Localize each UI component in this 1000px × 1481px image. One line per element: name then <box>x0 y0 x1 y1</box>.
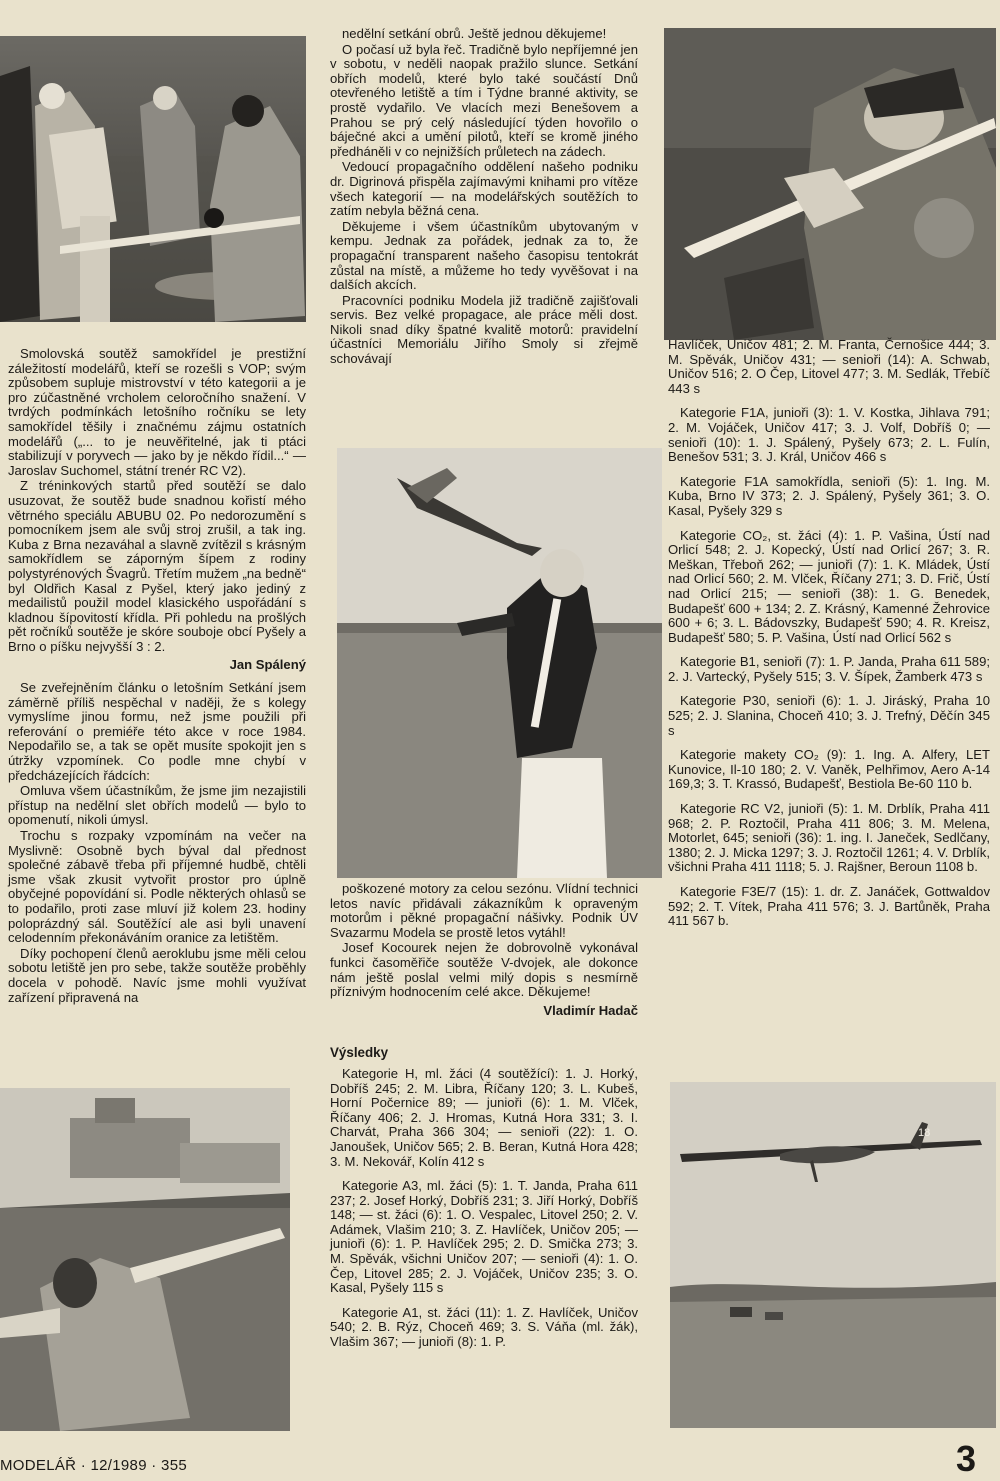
photo-hand-launched-glider <box>337 448 662 878</box>
author-signature: Vladimír Hadač <box>543 1002 638 1018</box>
footer-magazine-issue: MODELÁŘ · 12/1989 · 355 <box>0 1457 187 1474</box>
column-1-article <box>8 347 306 1006</box>
photo-glider-number: 18 <box>918 1127 931 1139</box>
result-entry: Kategorie makety CO₂ (9): 1. Ing. A. Alfery, LET Kunovice, Il-10 180; 2. V. Vaněk, Pelhřimov, Aero A-14 169,3; 3. T. Krassó, Budapešť, Bestiola Be-60 110 b. <box>668 747 990 792</box>
result-entry: Kategorie A3, ml. žáci (5): 1. T. Janda, Praha 611 237; 2. Josef Horký, Dobříš 231; 3. Jiří Horký, Dobříš 148; — st. žáci (6): 1. O. Vespalec, Litovel 250; 2. V. Adámek, Vlašim 210; 3. Z. Havlíček, Uničov 205; — junioři (6): 1. P. Havlíček 295; 2. D. Smička 273; 3. M. Spěvák, všichni Uničov 207; — senioři (4): 1. O. Čep, Litovel 285; 2. J. Vojáček, Uničov 235; 3. O. Kasal, Pyšely 115 s <box>330 1178 638 1296</box>
column-2-article-top <box>330 27 638 368</box>
column-3-results <box>668 338 990 939</box>
photo-modelers-with-gliders <box>0 36 306 322</box>
col2-paragraph: O počasí už byla řeč. Tradičně bylo nepříjemné jen v sobotu, v neděli naopak pražilo slunce. Setkání obřích modelů, které bylo také součástí Dnů otevřeného letiště a tím i Týdne branné aktivity, se prostě vydařilo. Ve vlacích mezi Benešovem a Prahou se prý celý následující týden hovořilo o báječné akci a umění pilotů, kteří se kromě jiného předháněli v co nejnižších průletech na zádech. <box>330 41 638 159</box>
column-2-article-bottom <box>330 882 638 1360</box>
author-signature: Jan Spálený <box>229 657 306 673</box>
col1-paragraph: Smolovská soutěž samokřídel je prestižní záležitostí modelářů, kteří se rozešli s VOP; svým způsobem supluje mistrovství v této kategorii a je pro zúčastněné vrcholem celoročního snažení. V tvrdých podmínkách letošního ročníku se lety samokřídel těšily i značnému zájmu ostatních modelářů („... to je neuvěřitelné, jak ti ptáci stabilizují v poryvech — jako by je někdo řídil...“ — Jaroslav Suchomel, státní trenér RC V2). <box>8 346 306 478</box>
result-entry: Kategorie B1, senioři (7): 1. P. Janda, Praha 611 589; 2. J. Vartecký, Pyšely 515; 3. V. Šípek, Žamberk 473 s <box>668 654 990 684</box>
col1-paragraph: Se zveřejněním článku o letošním Setkání jsem záměrně příliš nespěchal v naději, že s kolegy vymyslíme jinou formu, než jsme použili při referování o premiéře této akce v roce 1984. Nepodařilo se, a tak se opět musíte spokojit jen s útržky vzpomínek. Co podle mne chybí v předcházejících řádcích: <box>8 680 306 783</box>
result-entry: Kategorie H, ml. žáci (4 soutěžící): 1. J. Horký, Dobříš 245; 2. M. Libra, Říčany 120; 3. L. Kubeš, Horní Počernice 89; — junioři (6): 1. M. Vlček, Říčany 406; 2. J. Hromas, Kutná Hora 331; 3. I. Charvát, Praha 366 304; — senioři (22): 1. O. Janoušek, Uničov 565; 2. B. Beran, Kutná Hora 428; 3. M. Nekovář, Kolín 412 s <box>330 1065 638 1169</box>
col2-paragraph: poškozené motory za celou sezónu. Vlídní technici letos navíc přidávali zákazníkům k opraveným motorům i pěkné propagační nášivky. Podnik ÚV Svazarmu Modela se prostě letos vytáhl! <box>330 881 638 940</box>
col1-paragraph: Trochu s rozpaky vzpomínám na večer na Myslivně: Osobně bych býval dal přednost společné zábavě třeba při příjemné hudbě, chtěli jsme však zkusit vytvořit prostor pro úplně obyčejné popovídání si. Podle některých ohlasů se to podařilo, proti zase mluví již kolem 23. hodiny poloprázdný sál. Soutěžící ale asi byli unavení celodenním překonáváním oranice za letištěm. <box>8 828 306 946</box>
col2-paragraph: Děkujeme i všem účastníkům ubytovaným v kempu. Jednak za pořádek, jednak za to, že propagační transparent našeho časopisu tentokrát zůstal na místě, a můžeme ho tedy vyvěšovat i na dalších akcích. <box>330 218 638 293</box>
col2-paragraph: Pracovníci podniku Modela již tradičně zajišťovali servis. Bez velké propagace, ale práce měli dost. Nikoli snad díky špatné kvalitě motorů: pravidelní účastníci Memoriálu Jiřího Smoly si zřejmě schovávají <box>330 292 638 367</box>
result-entry: Kategorie P30, senioři (6): 1. J. Jiráský, Praha 10 525; 2. J. Slanina, Choceň 410; 3. J. Trefný, Děčín 345 s <box>668 693 990 738</box>
result-entry: Havlíček, Uničov 481; 2. M. Franta, Černošice 444; 3. M. Spěvák, Uničov 431; — senioři (14): A. Schwab, Uničov 516; 2. O Čep, Litovel 477; 3. M. Sedlák, Třebíč 443 s <box>668 337 990 396</box>
photo-airfield-thrower <box>0 1088 290 1431</box>
page-number: 3 <box>955 1438 976 1479</box>
col2-paragraph: Josef Kocourek nejen že dobrovolně vykonával funkci časoměřiče soutěže V-dvojek, ale dokonce nám ještě poslal velmi milý dopis s nesmírně příznivým hodnocením celé akce. Děkujeme! <box>330 940 638 1000</box>
result-entry: Kategorie F1A, junioři (3): 1. V. Kostka, Jihlava 791; 2. M. Vojáček, Uničov 417; 3. J. Volf, Dobříš 0; — senioři (10): 1. J. Spálený, Pyšely 673; 2. L. Fulín, Benešov 531; 3. J. Král, Uničov 466 s <box>668 405 990 465</box>
result-entry: Kategorie F1A samokřídla, senioři (5): 1. Ing. M. Kuba, Brno IV 373; 2. J. Spálený, Pyšely 361; 3. O. Kasal, Pyšely 329 s <box>668 473 990 518</box>
result-entry: Kategorie RC V2, junioři (5): 1. M. Drblík, Praha 411 968; 2. P. Roztočil, Praha 411 806; 3. M. Melena, Motorlet, 645; senioři (36): 1. ing. I. Janeček, Sedlčany, 1380; 2. J. Micka 1297; 3. J. Roztočil 1261; 4. V. Drblík, všichni Praha 411 1118; 5. J. Rajšner, Beroun 1108 b. <box>668 801 990 875</box>
col2-paragraph: Vedoucí propagačního oddělení našeho podniku dr. Digrinová přispěla zajímavými knihami pro vítěze všech kategorií — na modelářských soutěžích to zatím nebyla běžná cena. <box>330 159 638 219</box>
col2-paragraph: nedělní setkání obrů. Ještě jednou děkujeme! <box>342 26 607 41</box>
col1-paragraph: Z tréninkových startů před soutěží se dalo usuzovat, že soutěž bude snadnou kořistí mého větrného speciálu ABUBU 02. Po nedorozumění s pomocníkem jsem ale svůj stroj zrušil, a tak ing. Kuba z Brna nezaváhal a slavně zvítězil s krásným samokřídlem se záporným šípem z rodiny polystyrénových Švagrů. Třetím mužem „na bedně“ byl Oldřich Kasal z Pyšel, který jako jediný z medailistů použil model klasického uspořádání s kladnou šípovitostí křídla. Při pohledu na prošlých pět ročníků soutěže je skóre souboje obcí Pyšely a Brno o píšku nejvyšší 3 : 2. <box>8 478 306 654</box>
result-entry: Kategorie A1, st. žáci (11): 1. Z. Havlíček, Uničov 540; 2. B. Rýz, Choceň 469; 3. S. Váňa (ml. žák), Vlašim 367; — junioři (8): 1. P. <box>330 1304 638 1350</box>
col1-paragraph: Díky pochopení členů aeroklubu jsme měli celou sobotu letiště jen pro sebe, takže soutěže proběhly docela v pohodě. Navíc jsme mohli využívat zařízení připravená na <box>8 945 306 1005</box>
result-entry: Kategorie CO₂, st. žáci (4): 1. P. Vašina, Ústí nad Orlicí 548; 2. J. Kopecký, Ústí nad Orlicí 267; 3. R. Meškan, Třeboň 262; — junioři (7): 1. K. Mládek, Ústí nad Orlicí 560; 2. M. Vlček, Říčany 271; 3. D. Frič, Ústí nad Orlicí 215; — senioři (38): 1. G. Benedek, Budapešť 600 + 134; 2. Z. Krásný, Kamenné Žehrovice 600 + 6; 3. L. Bádovszky, Budapešť 590; 4. R. Kreisz, Budapešť 580; 5. P. Vašina, Ústí nad Orlicí 562 s <box>668 527 990 645</box>
photo-man-launching-glider <box>664 28 996 340</box>
result-entry: Kategorie F3E/7 (15): 1. dr. Z. Janáček, Gottwaldov 592; 2. T. Vítek, Praha 411 576; 3. J. Bartůněk, Praha 411 567 b. <box>668 884 990 929</box>
col1-paragraph: Omluva všem účastníkům, že jsme jim nezajistili přístup na nedělní slet obřích modelů — bylo to opomenutí, nikoli úmysl. <box>8 783 306 828</box>
results-heading: Výsledky <box>330 1045 389 1061</box>
photo-sailplane-landing <box>670 1082 996 1428</box>
